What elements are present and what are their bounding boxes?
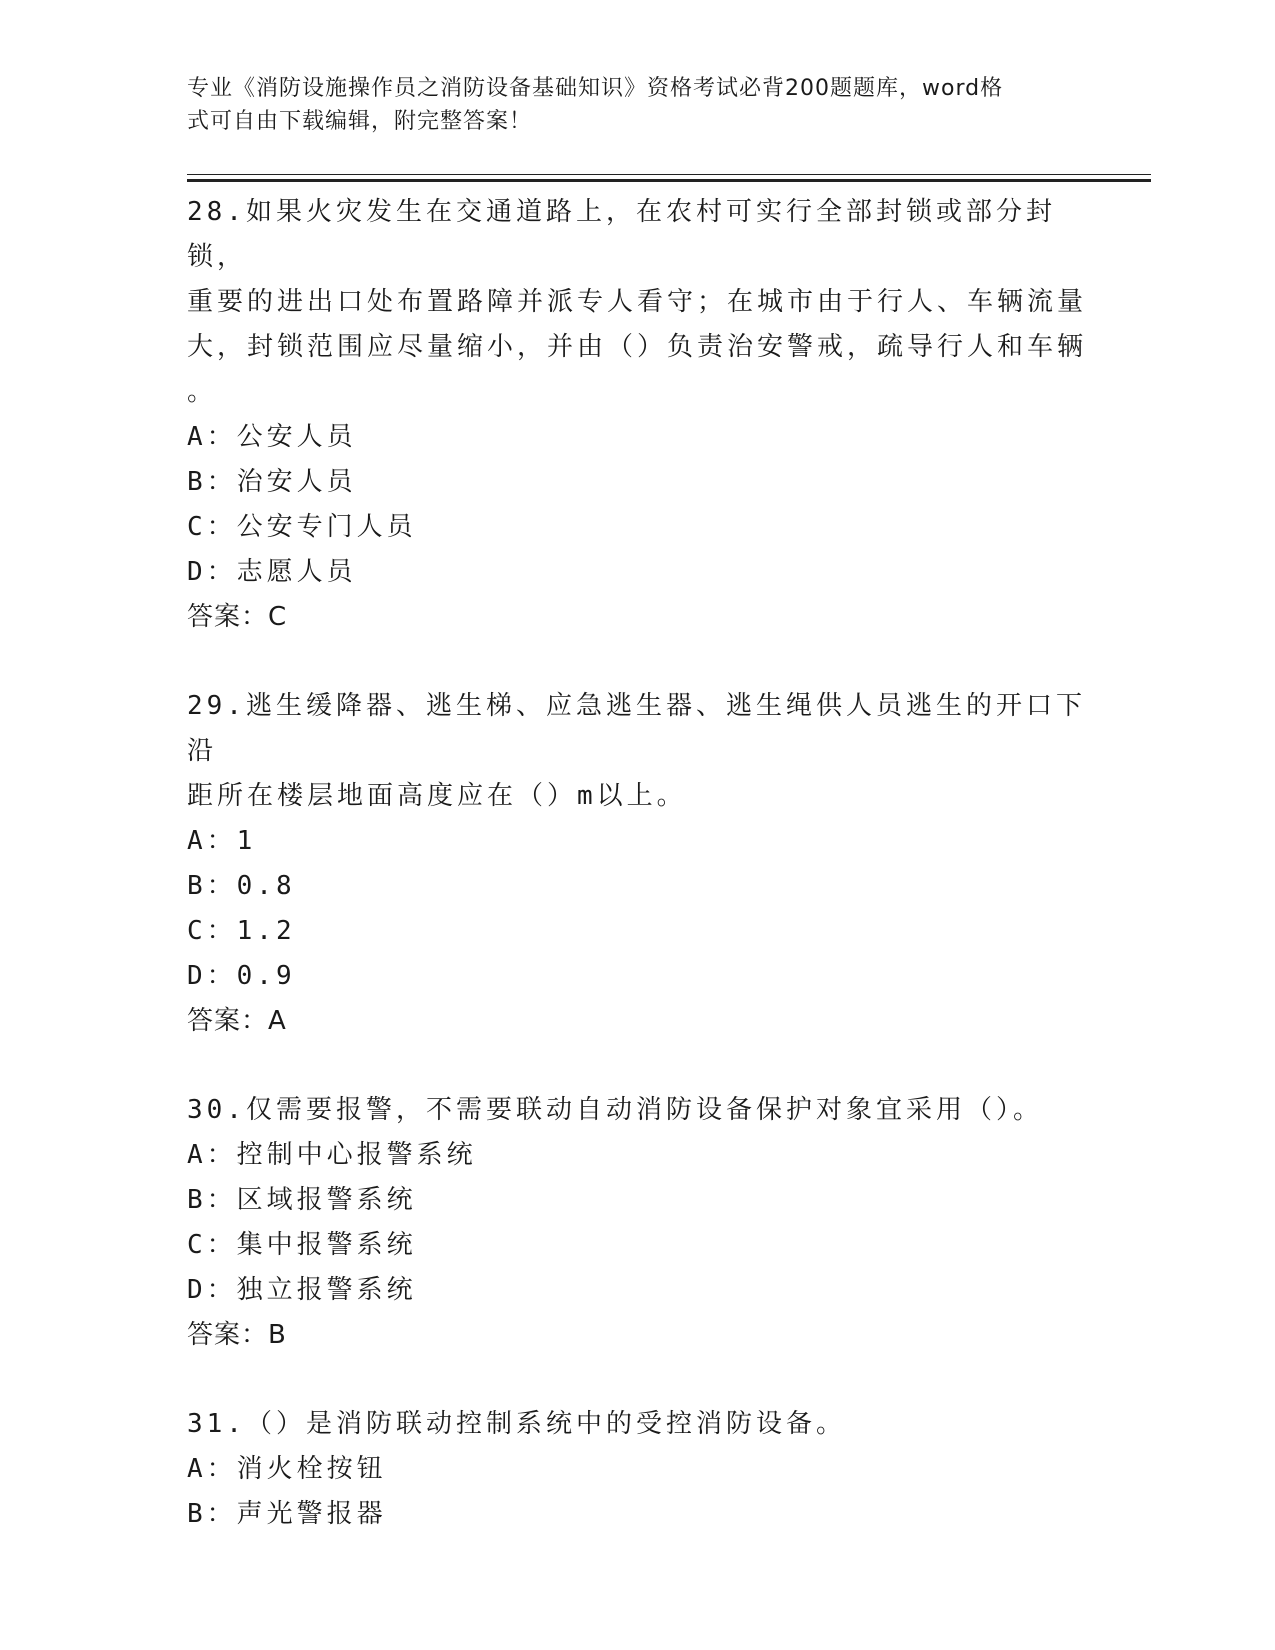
option-d: D：志愿人员 bbox=[187, 557, 357, 587]
question-stem-line: 大，封锁范围应尽量缩小，并由（）负责治安警戒，疏导行人和车辆 bbox=[187, 332, 1088, 362]
header-divider-thick bbox=[187, 179, 1151, 182]
option-b: B：治安人员 bbox=[187, 467, 357, 497]
option-d: D：0.9 bbox=[187, 961, 296, 991]
option-a: A：消火栓按钮 bbox=[187, 1454, 387, 1484]
question-stem-line: 。 bbox=[187, 377, 218, 407]
option-b: B：区域报警系统 bbox=[187, 1185, 417, 1215]
question-stem-line: 28.如果火灾发生在交通道路上，在农村可实行全部封锁或部分封锁， bbox=[187, 197, 1056, 272]
header-line-2: 式可自由下载编辑，附完整答案！ bbox=[187, 109, 533, 134]
question-28 bbox=[187, 190, 1087, 640]
option-a: A：1 bbox=[187, 826, 257, 856]
option-d: D：独立报警系统 bbox=[187, 1275, 417, 1305]
question-stem-line: 重要的进出口处布置路障并派专人看守；在城市由于行人、车辆流量 bbox=[187, 287, 1088, 317]
option-c: C：公安专门人员 bbox=[187, 512, 417, 542]
question-stem-line: 距所在楼层地面高度应在（）m以上。 bbox=[187, 781, 687, 811]
document-header bbox=[187, 72, 1067, 138]
question-29 bbox=[187, 684, 1087, 1044]
header-divider-thin bbox=[187, 174, 1151, 175]
answer: 答案：B bbox=[187, 1320, 287, 1350]
answer: 答案：A bbox=[187, 1006, 287, 1036]
header-line-1: 专业《消防设施操作员之消防设备基础知识》资格考试必背200题题库，word格 bbox=[187, 76, 1004, 101]
option-b: B：0.8 bbox=[187, 871, 296, 901]
question-31 bbox=[187, 1402, 1087, 1537]
question-30 bbox=[187, 1088, 1087, 1358]
option-c: C：集中报警系统 bbox=[187, 1230, 417, 1260]
question-stem-line: 30.仅需要报警，不需要联动自动消防设备保护对象宜采用（）。 bbox=[187, 1095, 1043, 1125]
option-c: C：1.2 bbox=[187, 916, 296, 946]
question-list bbox=[187, 190, 1087, 1581]
option-b: B：声光警报器 bbox=[187, 1499, 387, 1529]
option-a: A：控制中心报警系统 bbox=[187, 1140, 477, 1170]
option-a: A：公安人员 bbox=[187, 422, 357, 452]
question-stem-line: 31.（）是消防联动控制系统中的受控消防设备。 bbox=[187, 1409, 846, 1439]
question-stem-line: 29.逃生缓降器、逃生梯、应急逃生器、逃生绳供人员逃生的开口下沿 bbox=[187, 691, 1086, 766]
answer: 答案：C bbox=[187, 602, 288, 632]
